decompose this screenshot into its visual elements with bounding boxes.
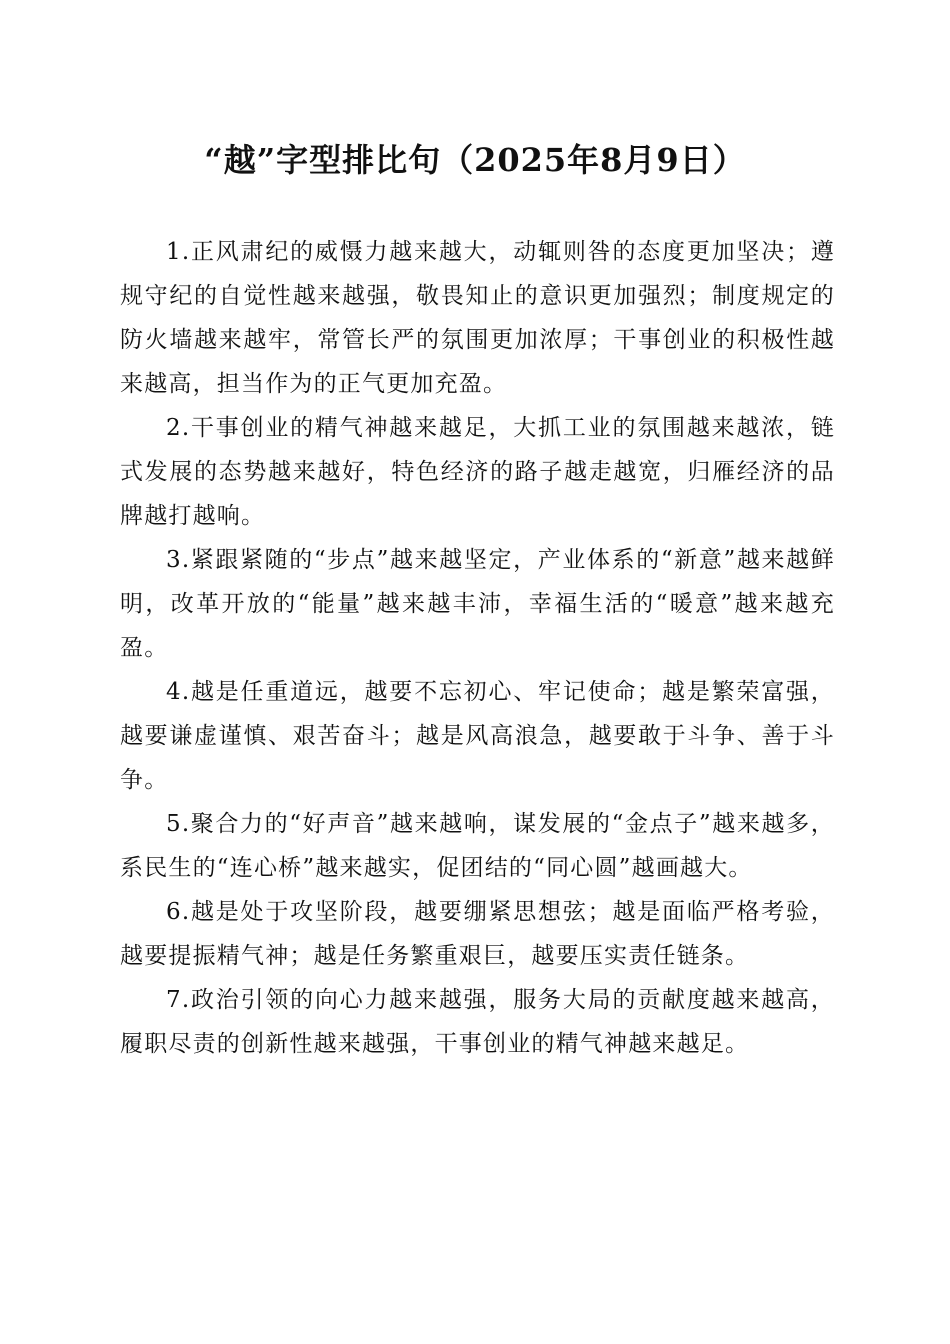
paragraph-3: 3.紧跟紧随的“步点”越来越坚定，产业体系的“新意”越来越鲜明，改革开放的“能量”越来越丰沛，幸福生活的“暖意”越来越充盈。 <box>120 547 835 661</box>
paragraph-1: 1.正风肃纪的威慑力越来越大，动辄则咎的态度更加坚决；遵规守纪的自觉性越来越强，敬畏知止的意识更加强烈；制度规定的防火墙越来越牢，常管长严的氛围更加浓厚；干事创业的积极性越来越高，担当作为的正气更加充盈。 <box>120 239 835 397</box>
document-body <box>120 230 835 1066</box>
document-title: “越”字型排比句（2025年8月9日） <box>204 141 746 179</box>
paragraph-5: 5.聚合力的“好声音”越来越响，谋发展的“金点子”越来越多，系民生的“连心桥”越来越实，促团结的“同心圆”越画越大。 <box>120 811 835 881</box>
paragraph-4: 4.越是任重道远，越要不忘初心、牢记使命；越是繁荣富强，越要谦虚谨慎、艰苦奋斗；越是风高浪急，越要敢于斗争、善于斗争。 <box>120 679 835 793</box>
paragraph-6: 6.越是处于攻坚阶段，越要绷紧思想弦；越是面临严格考验，越要提振精气神；越是任务繁重艰巨，越要压实责任链条。 <box>120 899 835 969</box>
paragraph-7: 7.政治引领的向心力越来越强，服务大局的贡献度越来越高，履职尽责的创新性越来越强，干事创业的精气神越来越足。 <box>120 987 835 1057</box>
paragraph-2: 2.干事创业的精气神越来越足，大抓工业的氛围越来越浓，链式发展的态势越来越好，特色经济的路子越走越宽，归雁经济的品牌越打越响。 <box>120 415 835 529</box>
